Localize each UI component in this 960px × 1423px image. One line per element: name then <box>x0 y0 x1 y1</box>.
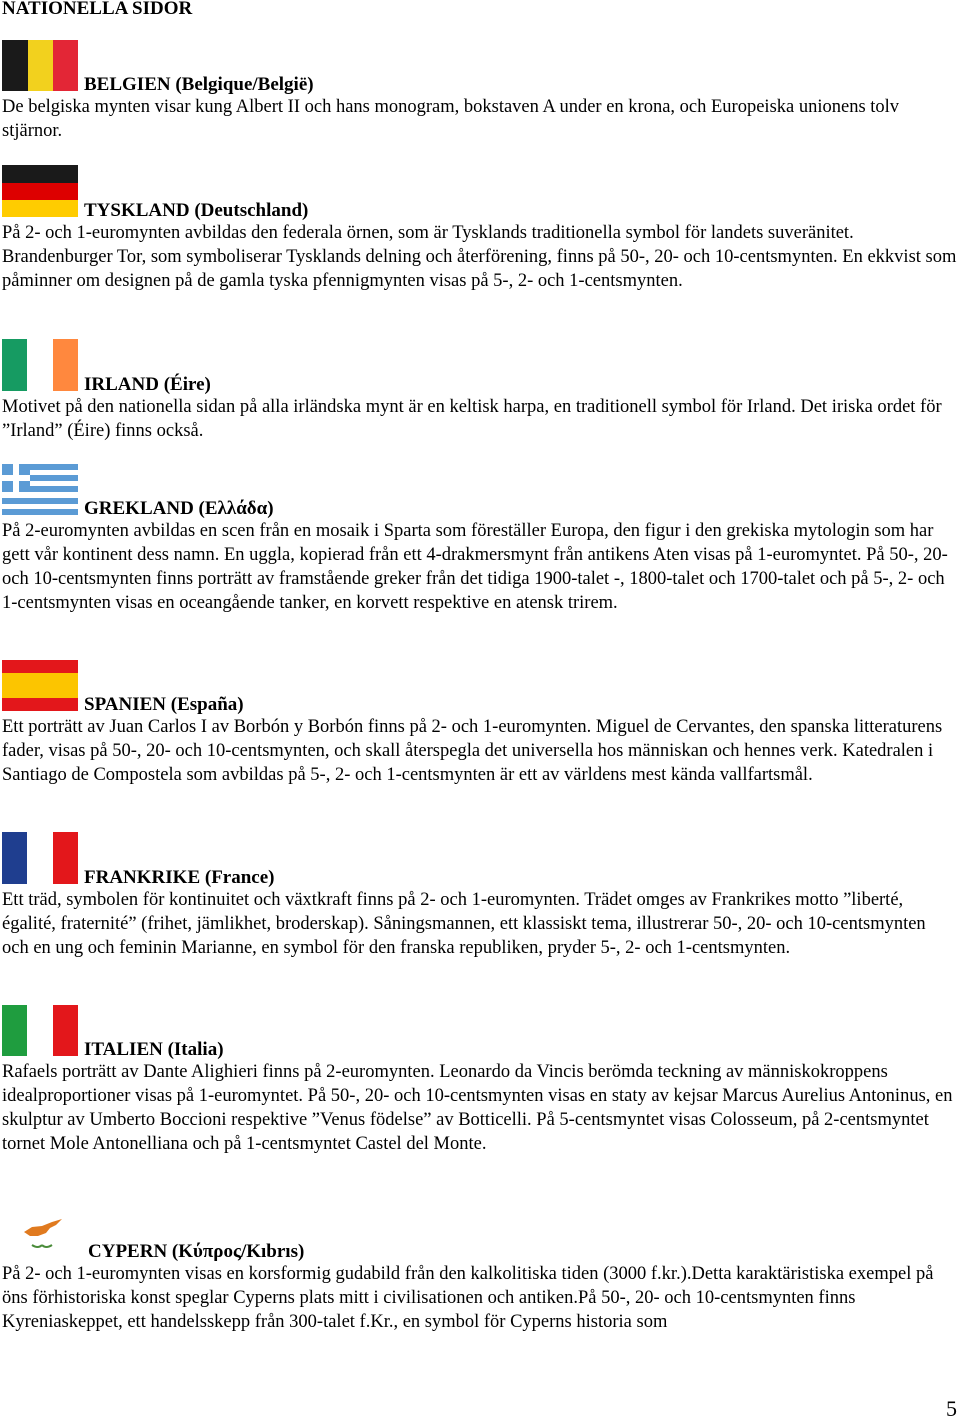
section-heading: CYPERN (Κύπρος/Kıbrıs) <box>88 1241 305 1262</box>
section-italy <box>2 1005 957 1156</box>
section-header <box>2 464 957 519</box>
section-heading: ITALIEN (Italia) <box>84 1039 224 1060</box>
italy-flag-icon <box>2 1005 78 1056</box>
section-header <box>2 165 957 221</box>
section-body: Ett porträtt av Juan Carlos I av Borbón y Borbón finns på 2- och 1-euromynten. Miguel de Cervantes, den spanska litteraturens fader, visas på 50-, 20- och 10-centsmynten, och skall återspegla det universella hos människan och hennes verk. Katedralen i Santiago de Compostela som avbildas på 5-, 2- och 1-centsmynten är ett av världens mest kända vallfartsmål. <box>2 717 943 785</box>
section-header <box>2 832 957 888</box>
section-greece <box>2 464 957 615</box>
page-number: 5 <box>946 1396 957 1421</box>
section-body: Rafaels porträtt av Dante Alighieri finns på 2-euromynten. Leonardo da Vincis berömda teckning av människokroppens idealproportioner visas på 1-euromyntet. På 50-, 20- och 10-centsmynten visas en staty av kejsar Marcus Aurelius Antoninus, en skulptur av Umberto Boccioni respektive ”Venus födelse” av Botticelli. På 5-centsmyntet visas Colosseum, på 2-centsmyntet tornet Mole Antonelliana och på 1-centsmyntet Castel del Monte. <box>2 1062 953 1154</box>
section-header <box>2 1005 957 1060</box>
section-body: Ett träd, symbolen för kontinuitet och växtkraft finns på 2- och 1-euromynten. Trädet omges av Frankrikes motto ”liberté, égalité, fraternité” (frihet, jämlikhet, broderskap). Såningsmannen, ett klassiskt tema, illustrerar 50-, 20- och 10-centsmynten och en ung och feminin Marianne, en symbol för den franska republiken, pryder 5-, 2- och 1-centsmynten. <box>2 890 926 958</box>
germany-flag-icon <box>2 165 78 217</box>
section-heading: SPANIEN (España) <box>84 694 244 715</box>
section-body: De belgiska mynten visar kung Albert II och hans monogram, bokstaven A under en krona, och Europeiska unionens tolv stjärnor. <box>2 97 900 141</box>
greece-flag-icon <box>2 464 78 515</box>
section-ireland <box>2 339 957 443</box>
page-title: NATIONELLA SIDOR <box>2 0 193 19</box>
section-body: På 2- och 1-euromynten visas en korsformig gudabild från den kalkolitiska tiden (3000 f.kr.).Detta karaktäristiska exempel på öns förhistoriska konst speglar Cyperns plats mitt i civilisationen och antiken.På 50-, 20- och 10-centsmynten finns Kyreniaskeppet, ett handelsskepp från 300-talet f.Kr., en symbol för Cyperns historia som <box>2 1264 934 1332</box>
section-header <box>2 40 957 95</box>
spain-flag-icon <box>2 660 78 711</box>
section-body: På 2-euromynten avbildas en scen från en mosaik i Sparta som föreställer Europa, den figur i den grekiska mytologin som har gett vår kontinent dess namn. En uggla, kopierad från ett 4-drakmersmynt från antikens Aten visas på 1-euromyntet. På 50-, 20- och 10-centsmynten finns porträtt av framstående greker från det tidiga 1900-talet -, 1800-talet och 1700-talet och på 5-, 2- och 1-centsmynten visas en oceangående tanker, en korvett respektive en atensk trirem. <box>2 521 948 613</box>
section-heading: TYSKLAND (Deutschland) <box>84 200 309 221</box>
section-heading: BELGIEN (Belgique/België) <box>84 74 314 95</box>
section-heading: IRLAND (Éire) <box>84 374 211 395</box>
section-body: På 2- och 1-euromynten avbildas den federala örnen, som är Tysklands traditionella symbol för landets suveränitet. Brandenburger Tor, som symboliserar Tysklands delning och återförening, finns på 50-, 20- och 10-centsmynten. En ekkvist som påminner om designen på de gamla tyska pfennigmynten visas på 5-, 2- och 1-centsmynten. <box>2 223 957 291</box>
section-header <box>2 1205 957 1262</box>
section-header <box>2 339 957 395</box>
section-cyprus <box>2 1205 957 1334</box>
section-heading: GREKLAND (Ελλάδα) <box>84 498 274 519</box>
section-belgium <box>2 40 957 143</box>
cyprus-flag-icon <box>2 1205 82 1258</box>
section-heading: FRANKRIKE (France) <box>84 867 275 888</box>
section-germany <box>2 165 957 293</box>
belgium-flag-icon <box>2 40 78 91</box>
section-spain <box>2 660 957 787</box>
section-body: Motivet på den nationella sidan på alla irländska mynt är en keltisk harpa, en traditionell symbol för Irland. Det iriska ordet för ”Irland” (Éire) finns också. <box>2 397 942 441</box>
ireland-flag-icon <box>2 339 78 391</box>
france-flag-icon <box>2 832 78 884</box>
section-france <box>2 832 957 960</box>
section-header <box>2 660 957 715</box>
